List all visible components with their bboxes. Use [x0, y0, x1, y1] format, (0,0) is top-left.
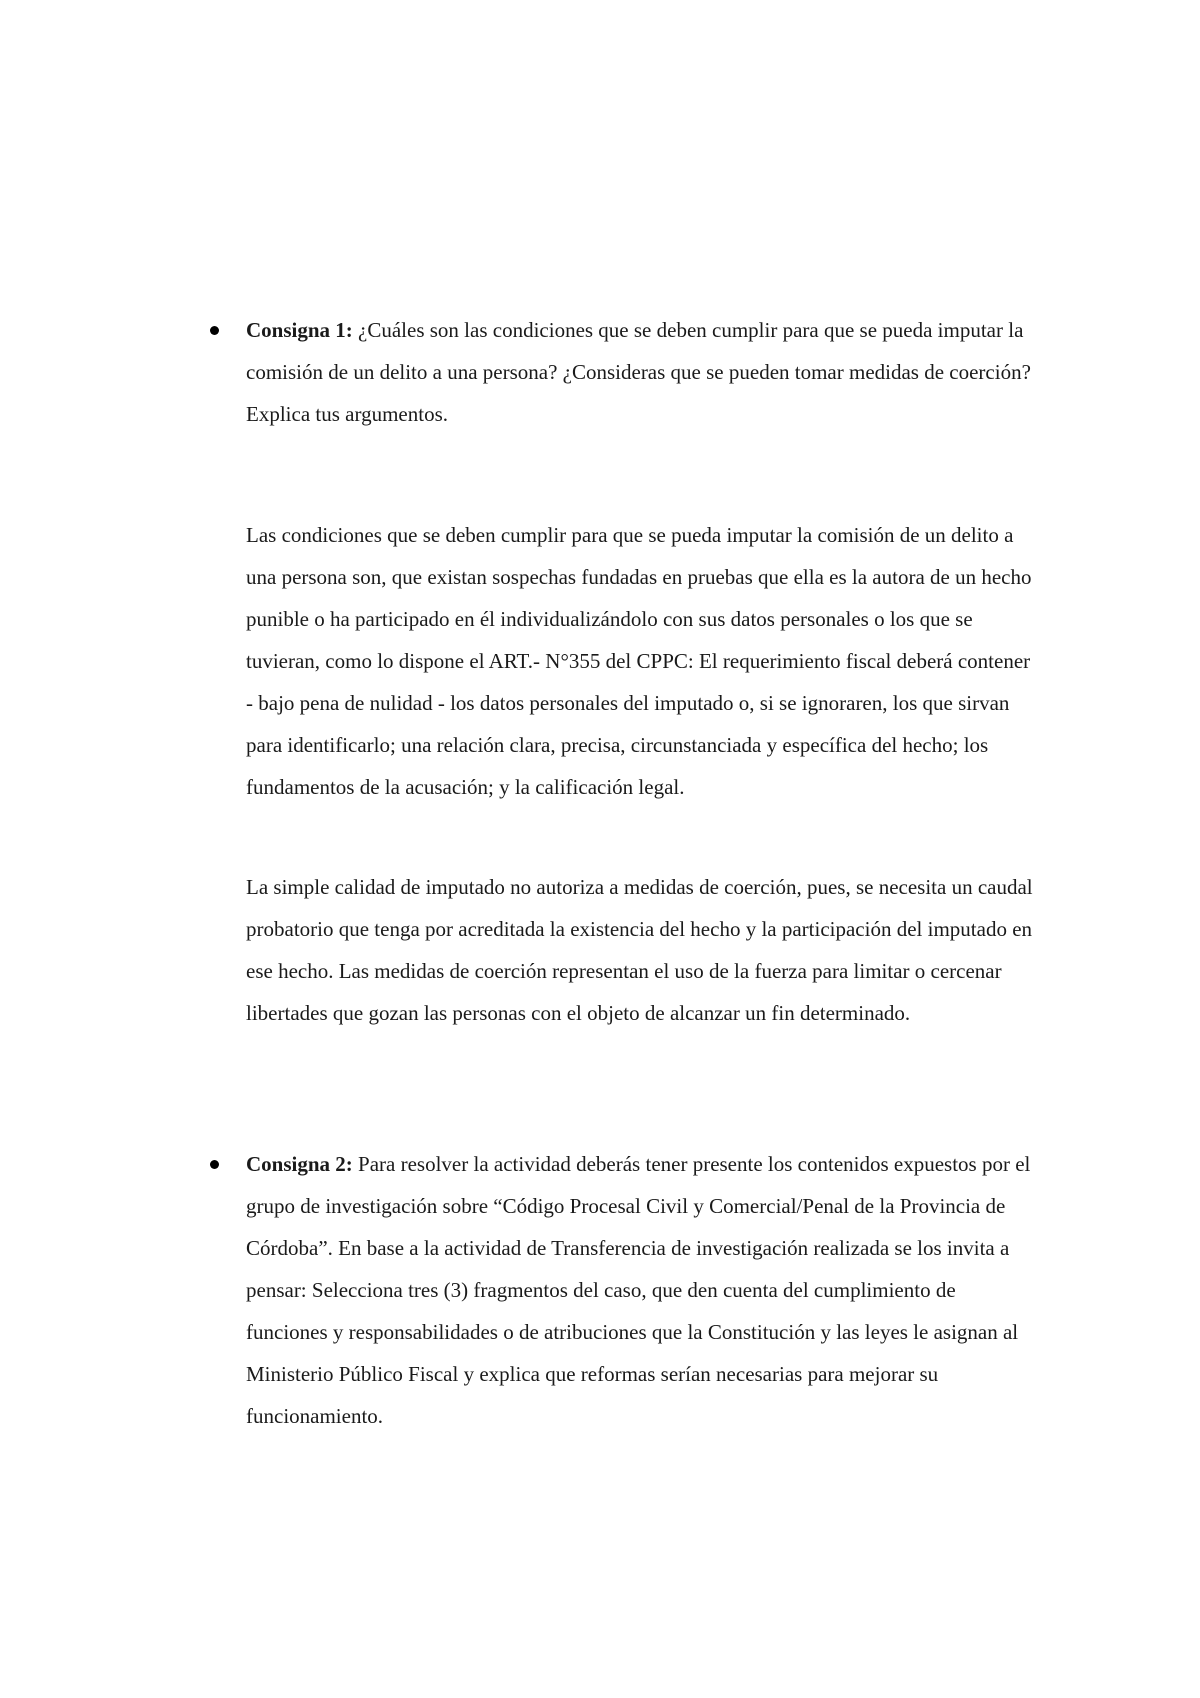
consigna-2-item — [246, 1143, 1036, 1437]
answer-paragraph-2: La simple calidad de imputado no autoriza a medidas de coerción, pues, se necesita un caudal probatorio que tenga por acreditada la existencia del hecho y la participación del imputado en ese hecho. Las medidas de coerción representan el uso de la fuerza para limitar o cercenar libertades que gozan las personas con el objeto de alcanzar un fin determinado. — [246, 875, 1033, 1025]
bullet-icon — [210, 1160, 219, 1169]
consigna-1-text: ¿Cuáles son las condiciones que se deben cumplir para que se pueda imputar la comisión de un delito a una persona? ¿Consideras que se pueden tomar medidas de coerción? Explica tus argumentos. — [246, 318, 1031, 426]
consigna-2-text: Para resolver la actividad deberás tener presente los contenidos expuestos por el grupo de investigación sobre “Código Procesal Civil y Comercial/Penal de la Provincia de Córdoba”. En base a la actividad de Transferencia de investigación realizada se los invita a pensar: Selecciona tres (3) fragmentos del caso, que den cuenta del cumplimiento de funciones y responsabilidades o de atribuciones que la Constitución y las leyes le asignan al Ministerio Público Fiscal y explica que reformas serían necesarias para mejorar su funcionamiento. — [246, 1152, 1031, 1428]
answer-paragraph-1: Las condiciones que se deben cumplir para que se pueda imputar la comisión de un delito a una persona son, que existan sospechas fundadas en pruebas que ella es la autora de un hecho punible o ha participado en él individualizándolo con sus datos personales o los que se tuvieran, como lo dispone el ART.- N°355 del CPPC: El requerimiento fiscal deberá contener - bajo pena de nulidad - los datos personales del imputado o, si se ignoraren, los que sirvan para identificarlo; una relación clara, precisa, circunstanciada y específica del hecho; los fundamentos de la acusación; y la calificación legal. — [246, 523, 1032, 799]
bullet-icon — [210, 326, 219, 335]
consigna-1-label: Consigna 1: — [246, 318, 353, 342]
consigna-2-label: Consigna 2: — [246, 1152, 353, 1176]
consigna-1-item — [246, 309, 1036, 435]
